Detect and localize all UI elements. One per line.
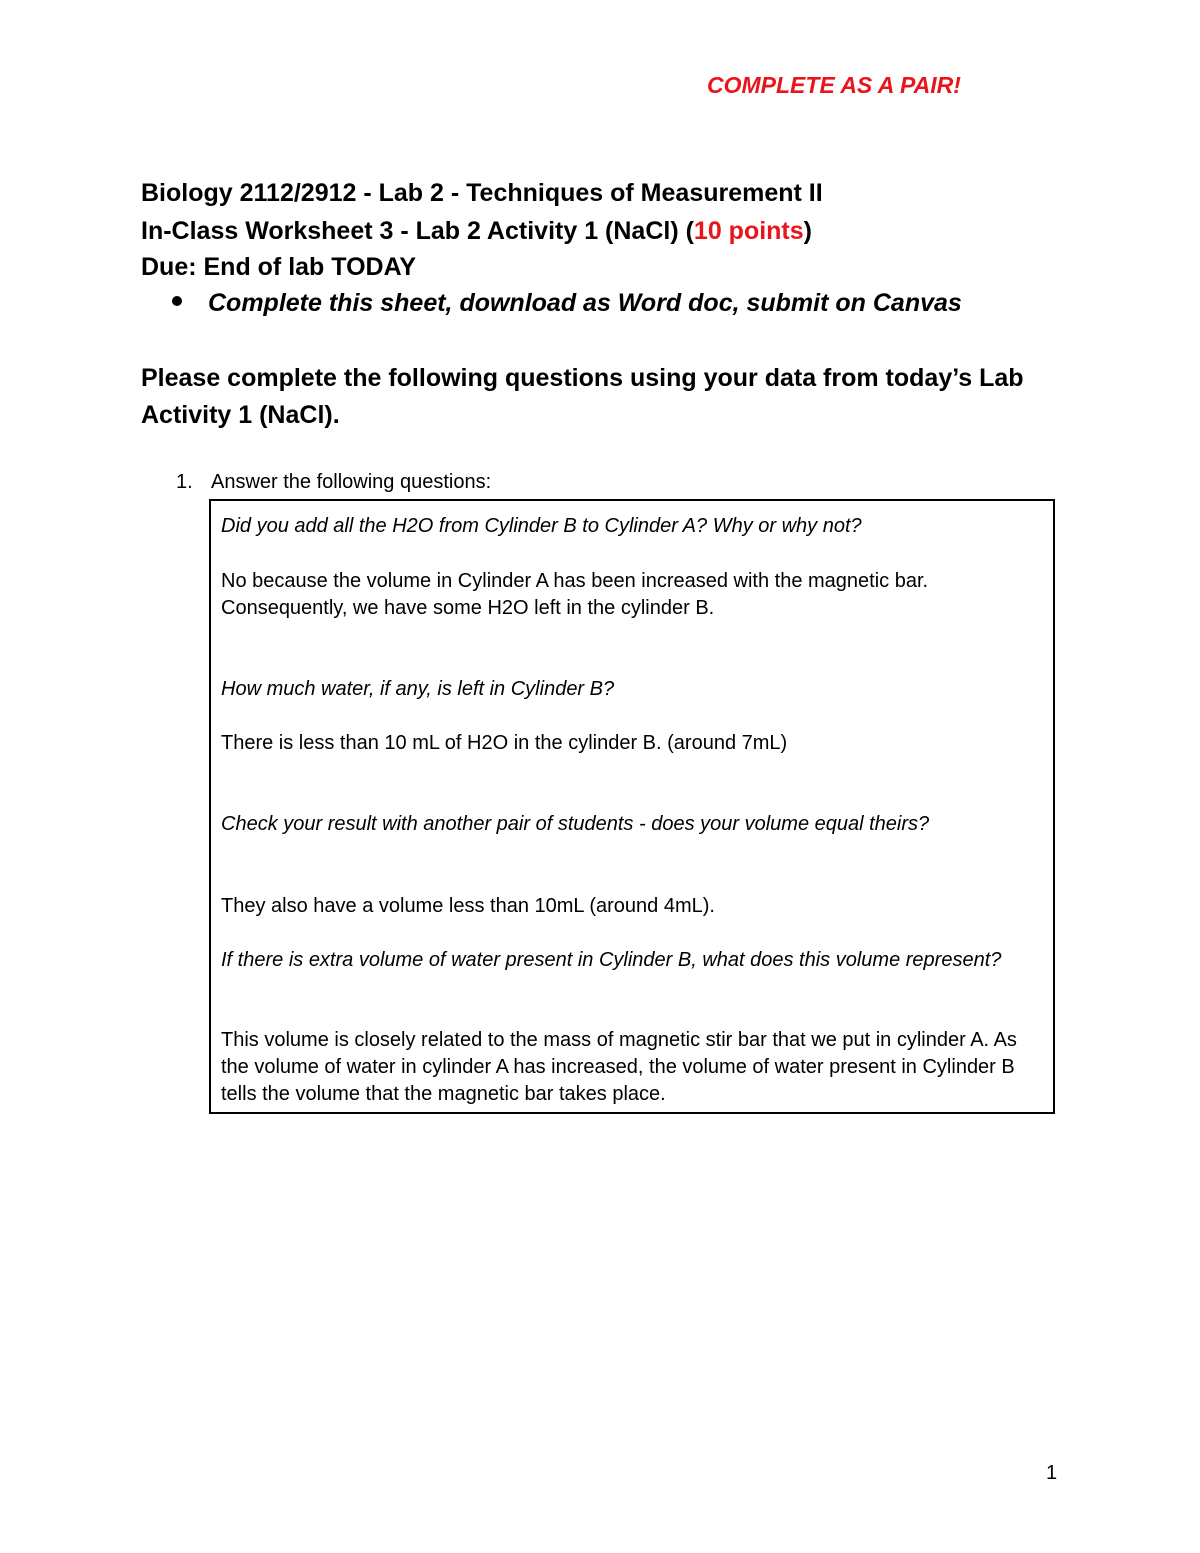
answer-2[interactable]: There is less than 10 mL of H2O in the cylinder B. (around 7mL) — [221, 732, 788, 754]
course-title: Biology 2112/2912 - Lab 2 - Techniques of Measurement II — [141, 179, 823, 207]
answer-4[interactable]: This volume is closely related to the mass of magnetic stir bar that we put in cylinder A. As the volume of water in cylinder A has increased, the volume of water present in Cylinder B tells the volume that the magnetic bar takes place. — [221, 1029, 1017, 1105]
question-1-number: 1. — [176, 471, 193, 493]
page-number: 1 — [1046, 1462, 1058, 1484]
sub-question-3: Check your result with another pair of students - does your volume equal theirs? — [221, 813, 930, 835]
sub-question-1: Did you add all the H2O from Cylinder B to Cylinder A? Why or why not? — [221, 515, 862, 537]
worksheet-title-suffix: ) — [803, 217, 812, 245]
bullet-dot-icon — [172, 296, 182, 306]
sub-question-4: If there is extra volume of water present in Cylinder B, what does this volume represent? — [221, 949, 1002, 971]
sub-question-2: How much water, if any, is left in Cylinder B? — [221, 678, 615, 700]
points-label: 10 points — [693, 217, 804, 245]
submission-bullet-text: Complete this sheet, download as Word doc, submit on Canvas — [208, 289, 962, 317]
answer-3[interactable]: They also have a volume less than 10mL (around 4mL). — [221, 895, 715, 917]
worksheet-title-prefix: In-Class Worksheet 3 - Lab 2 Activity 1 (NaCl) ( — [141, 217, 694, 245]
instructions: Please complete the following questions using your data from today’s Lab Activity 1 (NaCl). — [141, 364, 1024, 429]
question-1 — [176, 470, 491, 494]
complete-as-pair-banner: COMPLETE AS A PAIR! — [707, 72, 961, 98]
submission-bullet — [172, 288, 962, 318]
worksheet-title — [141, 216, 812, 246]
question-1-text: Answer the following questions: — [211, 471, 492, 493]
answer-1[interactable]: No because the volume in Cylinder A has been increased with the magnetic bar. Consequently, we have some H2O left in the cylinder B. — [221, 570, 929, 619]
due-line: Due: End of lab TODAY — [141, 253, 417, 281]
answer-box[interactable] — [209, 499, 1055, 1114]
